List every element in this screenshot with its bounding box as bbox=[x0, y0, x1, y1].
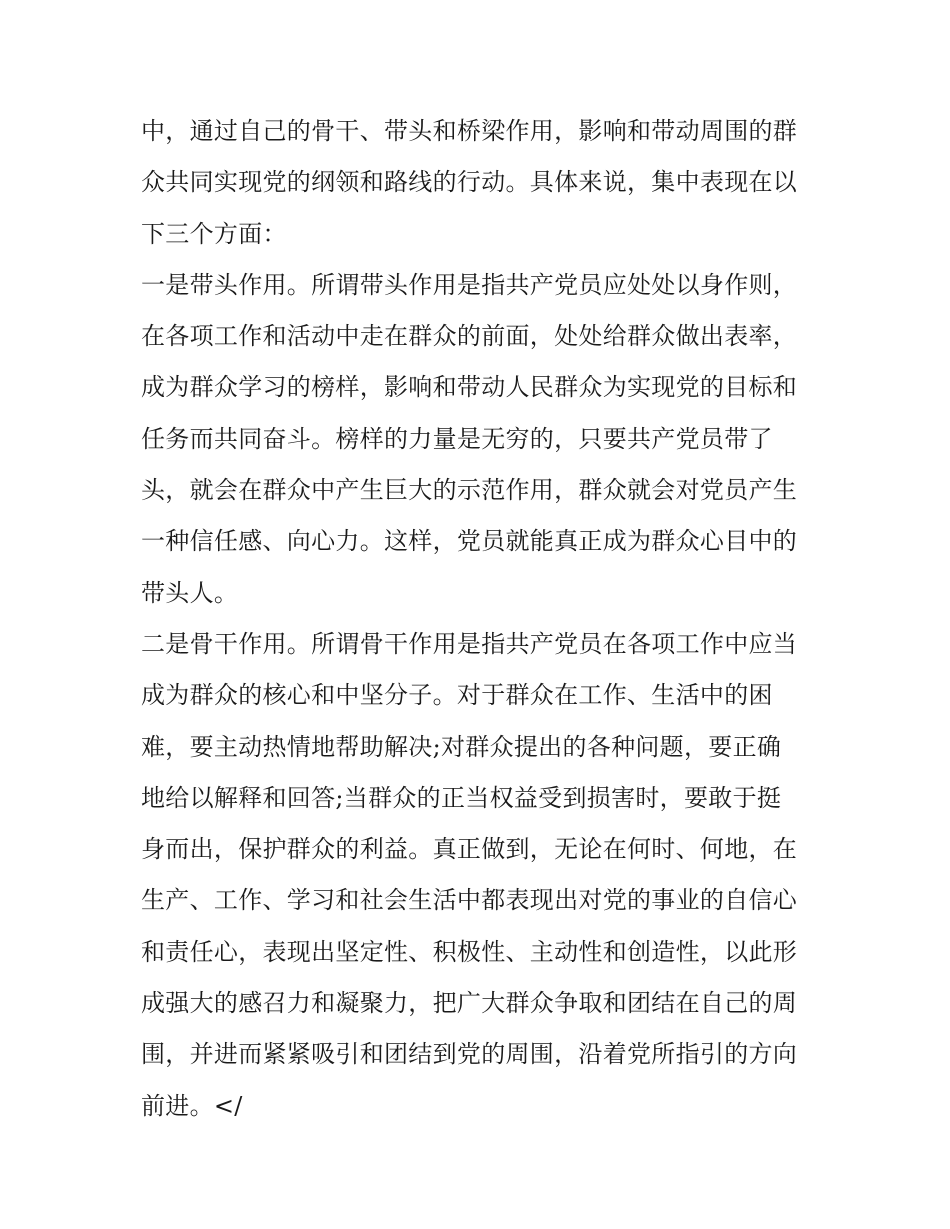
text-line: 成强大的感召力和凝聚力，把广大群众争取和团结在自己的周 bbox=[141, 989, 798, 1018]
text-line: 一是带头作用。所谓带头作用是指共产党员应处处以身作则， bbox=[141, 270, 798, 299]
body-text bbox=[141, 109, 821, 1135]
text-line: 任务而共同奋斗。榜样的力量是无穷的，只要共产党员带了 bbox=[141, 424, 773, 453]
text-line: 下三个方面： bbox=[141, 219, 287, 248]
text-line: 成为群众学习的榜样，影响和带动人民群众为实现党的目标和 bbox=[141, 373, 798, 402]
text-line: 在各项工作和活动中走在群众的前面，处处给群众做出表率， bbox=[141, 322, 798, 351]
text-line: 前进。</ bbox=[141, 1091, 243, 1120]
text-line: 头，就会在群众中产生巨大的示范作用，群众就会对党员产生 bbox=[141, 476, 798, 505]
text-line: 成为群众的核心和中坚分子。对于群众在工作、生活中的困 bbox=[141, 681, 773, 710]
text-line: 地给以解释和回答;当群众的正当权益受到损害时，要敢于挺 bbox=[141, 783, 782, 812]
text-line: 一种信任感、向心力。这样，党员就能真正成为群众心目中的 bbox=[141, 527, 798, 556]
text-line: 二是骨干作用。所谓骨干作用是指共产党员在各项工作中应当 bbox=[141, 629, 798, 658]
text-line: 身而出，保护群众的利益。真正做到，无论在何时、何地，在 bbox=[141, 835, 798, 864]
text-line: 中，通过自己的骨干、带头和桥梁作用，影响和带动周围的群 bbox=[141, 117, 798, 145]
text-line: 和责任心，表现出坚定性、积极性、主动性和创造性，以此形 bbox=[141, 937, 798, 966]
text-line: 众共同实现党的纲领和路线的行动。具体来说，集中表现在以 bbox=[141, 168, 798, 197]
text-line: 围，并进而紧紧吸引和团结到党的周围，沿着党所指引的方向 bbox=[141, 1040, 798, 1069]
text-line: 生产、工作、学习和社会生活中都表现出对党的事业的自信心 bbox=[141, 886, 798, 915]
text-line: 带头人。 bbox=[141, 578, 239, 607]
text-line: 难，要主动热情地帮助解决;对群众提出的各种问题，要正确 bbox=[141, 732, 782, 761]
